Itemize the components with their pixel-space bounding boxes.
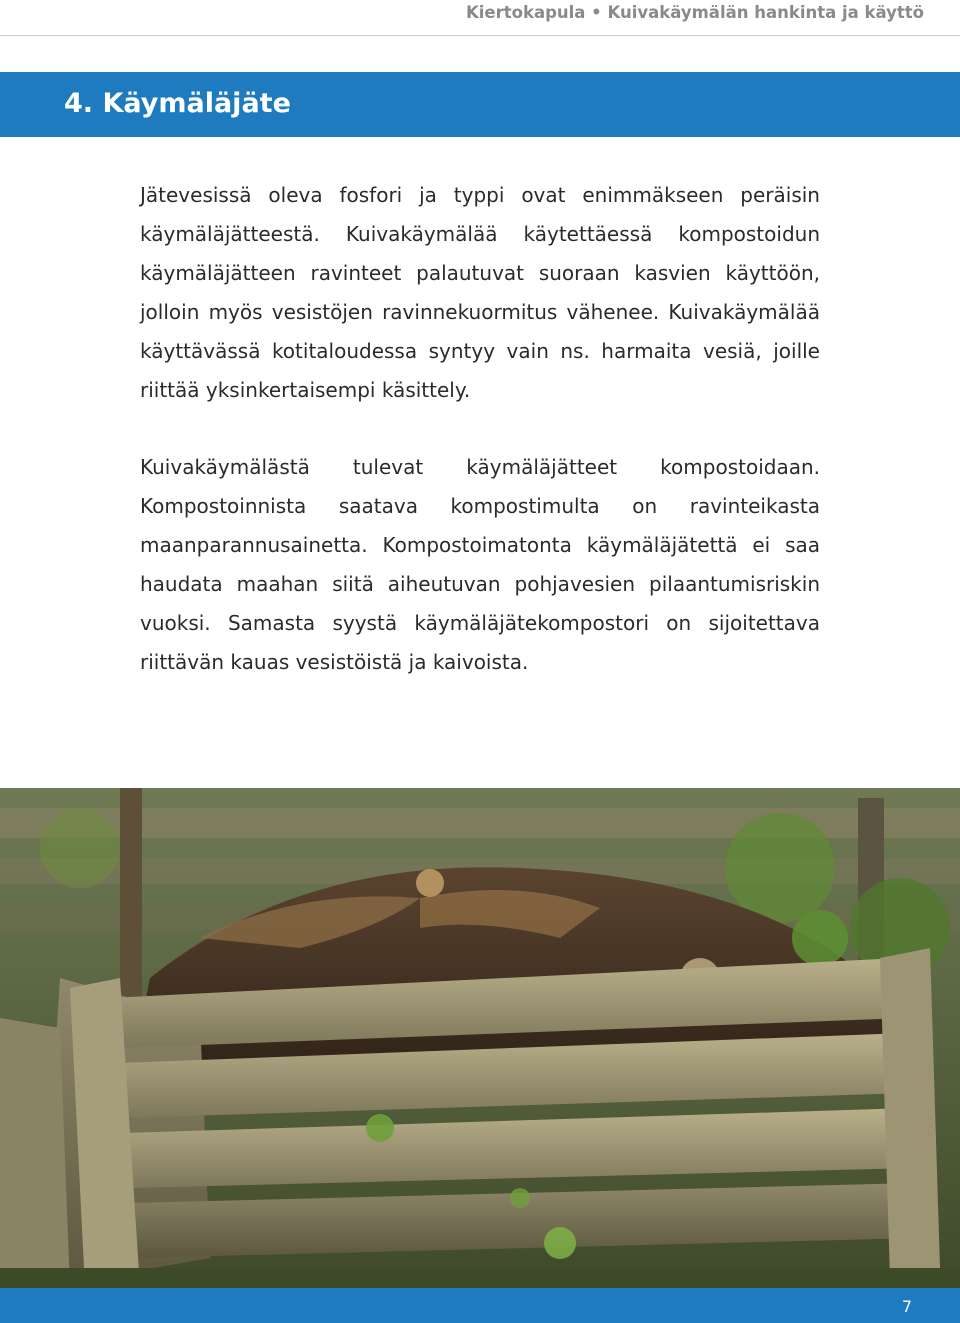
compost-bin-photo bbox=[0, 788, 960, 1288]
paragraph-1: Jätevesissä oleva fosfori ja typpi ovat enimmäkseen peräisin käymäläjätteestä. Kuivakäymälää käytettäessä kompostoidun käymäläjätteen ravinteet palautuvat suoraan kasvien käyttöön, jolloin myös vesistöjen ravinnekuormitus vähenee. Kuivakäymälää käyttävässä kotitaloudessa syntyy vain ns. harmaita vesiä, joille riittää yksinkertaisempi käsittely. bbox=[140, 183, 820, 402]
section-title: 4. Käymäläjäte bbox=[64, 88, 291, 119]
page-number: 7 bbox=[901, 1297, 912, 1316]
footer-band bbox=[0, 1288, 960, 1323]
compost-bin-illustration bbox=[0, 788, 960, 1288]
paragraph-2: Kuivakäymälästä tulevat käymäläjätteet kompostoidaan. Kompostoinnista saatava kompostimulta on ravinteikasta maanparannusainetta. Kompostoimatonta käymäläjätettä ei saa haudata maahan siitä aiheutuvan pohjavesien pilaantumisriskin vuoksi. Samasta syystä käymäläjätekompostori on sijoitettava riittävän kauas vesistöistä ja kaivoista. bbox=[140, 455, 820, 674]
paragraph-1-block bbox=[140, 176, 820, 410]
section-title-band bbox=[0, 72, 960, 137]
running-header-title: Kiertokapula • Kuivakäymälän hankinta ja käyttö bbox=[465, 3, 924, 22]
paragraph-2-block bbox=[140, 448, 820, 682]
running-header bbox=[0, 0, 960, 36]
